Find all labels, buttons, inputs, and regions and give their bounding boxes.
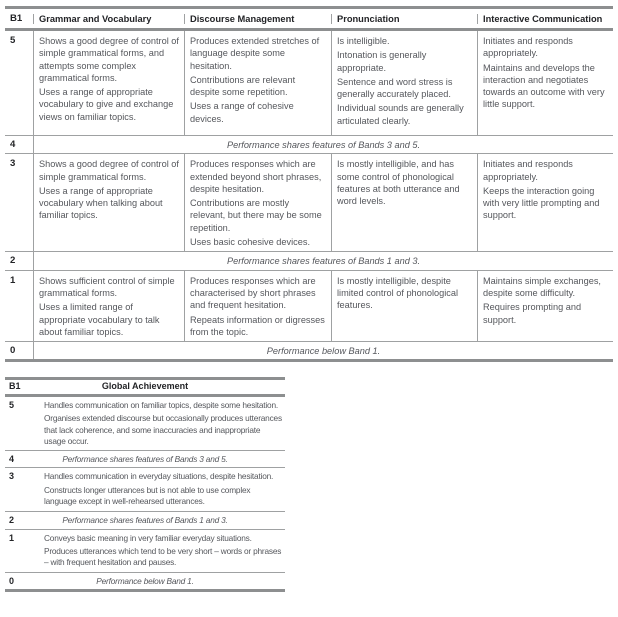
band-row-2 xyxy=(5,512,285,529)
descriptor-text: Handles communication in everyday situations, despite hesitation. xyxy=(44,471,274,482)
cell-pronunciation xyxy=(331,31,477,135)
criterion-text: Sentence and word stress is generally accurately placed. xyxy=(337,76,453,100)
criterion-text: Shows a good degree of control of simple grammatical forms. xyxy=(39,159,179,182)
cell-interactive-communication xyxy=(477,154,613,251)
global-achievement-table xyxy=(5,377,285,592)
criterion-text: Shows a good degree of control of simple grammatical forms, and attempts some complex grammatical forms. xyxy=(39,36,179,83)
band-row-3 xyxy=(5,154,613,252)
shared-performance-note: Performance shares features of Bands 3 and 5. xyxy=(62,454,228,465)
criterion-text: Keeps the interaction going with very little prompting and support. xyxy=(483,185,600,221)
band-number: 2 xyxy=(9,515,15,526)
criterion-text: Repeats information or digresses from the topic. xyxy=(190,314,325,337)
descriptor-cell xyxy=(44,530,285,572)
cell-interactive-communication xyxy=(477,31,613,135)
descriptor-cell xyxy=(44,468,285,511)
descriptor-text: Organises extended discourse but occasionally produces utterances that lack coherence, and some inaccuracies and inappropriate usage occur. xyxy=(44,413,282,446)
divider-bar xyxy=(5,359,613,362)
shared-performance-note: Performance below Band 1. xyxy=(96,575,194,586)
criterion-text: Intonation is generally appropriate. xyxy=(337,50,427,73)
band-number: 4 xyxy=(9,454,15,465)
criterion-text: Is intelligible. xyxy=(337,36,390,46)
band-row-4 xyxy=(5,451,285,468)
divider-bar xyxy=(5,589,285,592)
criterion-text: Uses a range of cohesive devices. xyxy=(190,101,294,124)
criterion-text: Requires prompting and support. xyxy=(483,302,582,325)
criterion-text: Initiates and responds appropriately. xyxy=(483,36,573,59)
descriptor-cell xyxy=(44,397,285,450)
criterion-text: Initiates and responds appropriately. xyxy=(483,159,573,182)
band-number: 5 xyxy=(10,35,16,46)
cell-pronunciation xyxy=(331,154,477,251)
band-row-4 xyxy=(5,136,613,154)
band-row-1 xyxy=(5,530,285,573)
cell-pronunciation xyxy=(331,271,477,341)
band-row-1 xyxy=(5,271,613,342)
criterion-text: Uses a range of appropriate vocabulary when talking about familiar topics. xyxy=(39,185,163,221)
band-row-5 xyxy=(5,31,613,136)
cell-grammar-vocabulary xyxy=(33,31,184,135)
shared-performance-note: Performance shares features of Bands 1 and 3. xyxy=(62,515,228,526)
column-header-pronunciation: Pronunciation xyxy=(331,14,477,24)
band-number: 1 xyxy=(10,274,16,286)
band-number: 3 xyxy=(9,471,15,482)
cell-grammar-vocabulary xyxy=(33,271,184,341)
shared-performance-note: Performance below Band 1. xyxy=(33,342,613,359)
cell-interactive-communication xyxy=(477,271,613,341)
criterion-text: Individual sounds are generally articulated clearly. xyxy=(337,103,464,126)
criterion-text: Uses basic cohesive devices. xyxy=(190,237,311,248)
band-row-0 xyxy=(5,573,285,589)
band-number: 2 xyxy=(10,255,16,267)
descriptor-text: Constructs longer utterances but is not able to use complex language except in well-rehearsed utterances. xyxy=(44,484,251,507)
criterion-text: Is mostly intelligible, despite limited control of phonological features. xyxy=(337,275,459,311)
band-row-3 xyxy=(5,468,285,512)
band-number: 4 xyxy=(10,139,16,150)
column-header-grammar-and-vocabulary: Grammar and Vocabulary xyxy=(33,14,184,24)
column-header-interactive-communication: Interactive Communication xyxy=(477,14,613,24)
criterion-text: Shows sufficient control of simple grammatical forms. xyxy=(39,275,175,298)
header-row xyxy=(5,9,613,28)
criterion-text: Maintains and develops the interaction and negotiates towards an outcome with very little support. xyxy=(483,62,605,110)
column-header-b1: B1 xyxy=(9,381,21,391)
header-row xyxy=(5,380,285,394)
band-row-2 xyxy=(5,252,613,270)
criterion-text: Maintains simple exchanges, despite some difficulty. xyxy=(483,275,601,298)
criterion-text: Produces responses which are characterised by short phrases and frequent hesitation. xyxy=(190,275,316,311)
column-header-global-achievement: Global Achievement xyxy=(101,381,189,391)
criterion-text: Uses a limited range of appropriate vocabulary to talk about familiar topics. xyxy=(39,302,160,337)
criterion-text: Is mostly intelligible, and has some control of phonological features at both utterance and word levels. xyxy=(337,159,460,207)
cell-grammar-vocabulary xyxy=(33,154,184,251)
band-row-0 xyxy=(5,342,613,359)
criterion-text: Produces responses which are extended beyond short phrases, despite hesitation. xyxy=(190,159,322,194)
criterion-text: Contributions are relevant despite some repetition. xyxy=(190,74,296,98)
descriptor-text: Produces utterances which tend to be very short – words or phrases – with frequent hesitation and pauses. xyxy=(44,546,282,568)
shared-performance-note: Performance shares features of Bands 1 and 3. xyxy=(33,252,613,269)
band-descriptor-table xyxy=(5,6,613,362)
criterion-text: Produces extended stretches of language despite some hesitation. xyxy=(190,36,320,71)
cell-discourse-management xyxy=(184,154,331,251)
band-number: 0 xyxy=(10,345,16,357)
band-number: 0 xyxy=(9,575,15,586)
descriptor-text: Handles communication on familiar topics, despite some hesitation. xyxy=(44,400,278,410)
column-header-discourse-management: Discourse Management xyxy=(184,14,331,24)
cell-discourse-management xyxy=(184,31,331,135)
band-number: 3 xyxy=(10,158,16,170)
band-row-5 xyxy=(5,397,285,451)
descriptor-text: Conveys basic meaning in very familiar everyday situations. xyxy=(44,532,252,543)
shared-performance-note: Performance shares features of Bands 3 and 5. xyxy=(33,136,613,153)
criterion-text: Contributions are mostly relevant, but there may be some repetition. xyxy=(190,198,322,233)
column-header-b1: B1 xyxy=(10,13,23,24)
cell-discourse-management xyxy=(184,271,331,341)
criterion-text: Uses a range of appropriate vocabulary to give and exchange views on familiar topics. xyxy=(39,87,174,122)
band-number: 5 xyxy=(9,400,15,410)
band-number: 1 xyxy=(9,532,15,543)
